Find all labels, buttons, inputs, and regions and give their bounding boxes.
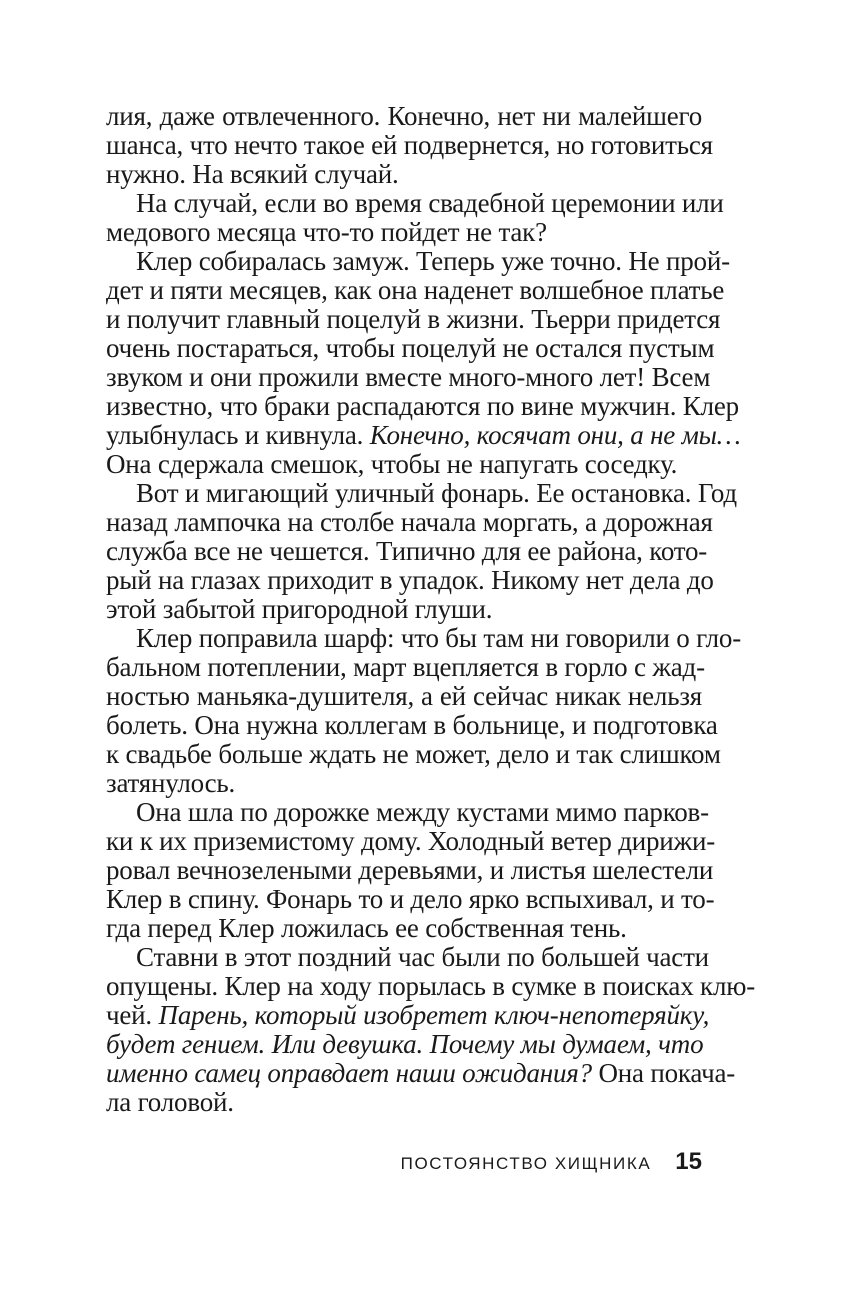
text-run: дет и пяти месяцев, как она наденет волшебное платье bbox=[106, 275, 725, 305]
text-line bbox=[106, 769, 702, 798]
text-line bbox=[106, 130, 713, 160]
page-number: 15 bbox=[675, 1148, 702, 1175]
text-line bbox=[106, 478, 737, 508]
text-run: ки к их приземистому дому. Холодный ветер дирижи- bbox=[106, 826, 716, 856]
text-line bbox=[106, 595, 702, 624]
text-line bbox=[106, 884, 715, 914]
text-line bbox=[106, 246, 730, 276]
text-run: На случай, если во время свадебной церемонии или bbox=[136, 188, 724, 218]
text-line bbox=[106, 623, 742, 653]
text-line bbox=[106, 652, 705, 682]
text-line bbox=[106, 536, 708, 566]
text-line bbox=[106, 275, 725, 305]
text-line bbox=[106, 160, 702, 189]
text-run: этой забытой пригородной глуши. bbox=[106, 594, 493, 624]
text-run: затянулось. bbox=[106, 768, 236, 798]
text-line bbox=[106, 682, 702, 711]
text-run: шанса, что нечто такое ей подвернется, но готовиться bbox=[106, 130, 713, 160]
text-line bbox=[106, 710, 718, 740]
text-line bbox=[106, 565, 714, 595]
text-run: нужно. На всякий случай. bbox=[106, 159, 399, 189]
text-line bbox=[106, 942, 709, 972]
text-run: Клер поправила шарф: что бы там ни говорили о гло- bbox=[136, 623, 742, 653]
text-line bbox=[106, 304, 721, 334]
text-line bbox=[106, 739, 721, 769]
text-line bbox=[106, 188, 724, 218]
text-line bbox=[106, 450, 702, 479]
text-line bbox=[106, 1030, 702, 1059]
text-line bbox=[106, 102, 702, 131]
text-run: гда перед Клер ложилась ее собственная тень. bbox=[106, 913, 627, 943]
text-run: служба все не чешется. Типично для ее района, кото- bbox=[106, 536, 708, 566]
text-run: ла головой. bbox=[106, 1087, 234, 1117]
text-run: Клер в спину. Фонарь то и дело ярко вспыхивал, и то- bbox=[106, 884, 715, 914]
page-footer bbox=[106, 1148, 702, 1176]
text-line bbox=[106, 914, 702, 943]
italic-text: Конечно, косячат они, а не мы… bbox=[369, 420, 741, 450]
text-run: Ставни в этот поздний час были по большей части bbox=[136, 942, 709, 972]
text-run: болеть. Она нужна коллегам в больнице, и подготовка bbox=[106, 710, 718, 740]
text-line bbox=[106, 333, 715, 363]
italic-text: будет гением. Или девушка. Почему мы думаем, что bbox=[106, 1029, 704, 1059]
text-run: ровал вечнозелеными деревьями, и листья шелестели bbox=[106, 855, 714, 885]
text-line bbox=[106, 391, 739, 421]
running-title: ПОСТОЯНСТВО ХИЩНИКА bbox=[400, 1154, 652, 1173]
text-run: к свадьбе больше ждать не может, дело и так слишком bbox=[106, 739, 721, 769]
text-line bbox=[106, 218, 702, 247]
text-line bbox=[106, 826, 716, 856]
text-run: бальном потеплении, март вцепляется в горло с жад- bbox=[106, 652, 705, 682]
text-line bbox=[106, 362, 711, 392]
text-run: опущены. Клер на ходу порылась в сумке в поисках клю- bbox=[106, 971, 756, 1001]
text-line bbox=[106, 1058, 736, 1088]
text-line bbox=[106, 971, 756, 1001]
text-run: Она покача- bbox=[591, 1058, 736, 1088]
text-run: Она шла по дорожке между кустами мимо парков- bbox=[136, 797, 709, 827]
text-run: улыбнулась и кивнула. bbox=[106, 420, 370, 450]
text-line bbox=[106, 507, 713, 537]
italic-text: именно самец оправдает наши ожидания? bbox=[106, 1058, 592, 1088]
text-run: Вот и мигающий уличный фонарь. Ее остановка. Год bbox=[136, 478, 737, 508]
text-line bbox=[106, 420, 741, 450]
text-line bbox=[106, 1000, 710, 1030]
text-run: рый на глазах приходит в упадок. Никому нет дела до bbox=[106, 565, 714, 595]
text-line bbox=[106, 1088, 702, 1117]
text-run: звуком и они прожили вместе много-много лет! Всем bbox=[106, 362, 711, 392]
text-run: и получит главный поцелуй в жизни. Тьерри придется bbox=[106, 304, 721, 334]
text-run: чей. bbox=[106, 1000, 159, 1030]
text-run: ностью маньяка-душителя, а ей сейчас никак нельзя bbox=[106, 681, 702, 711]
text-run: известно, что браки распадаются по вине мужчин. Клер bbox=[106, 391, 739, 421]
text-line bbox=[106, 797, 709, 827]
text-run: очень постараться, чтобы поцелуй не остался пустым bbox=[106, 333, 715, 363]
text-run: лия, даже отвлеченного. Конечно, нет ни малейшего bbox=[106, 101, 702, 131]
text-run: назад лампочка на столбе начала моргать, а дорожная bbox=[106, 507, 713, 537]
italic-text: Парень, который изобретет ключ-непотеряйку, bbox=[158, 1000, 710, 1030]
text-run: медового месяца что-то пойдет не так? bbox=[106, 217, 547, 247]
text-run: Она сдержала смешок, чтобы не напугать соседку. bbox=[106, 449, 678, 479]
text-line bbox=[106, 855, 714, 885]
body-text bbox=[106, 101, 756, 1117]
text-run: Клер собиралась замуж. Теперь уже точно. Не прой- bbox=[136, 246, 730, 276]
